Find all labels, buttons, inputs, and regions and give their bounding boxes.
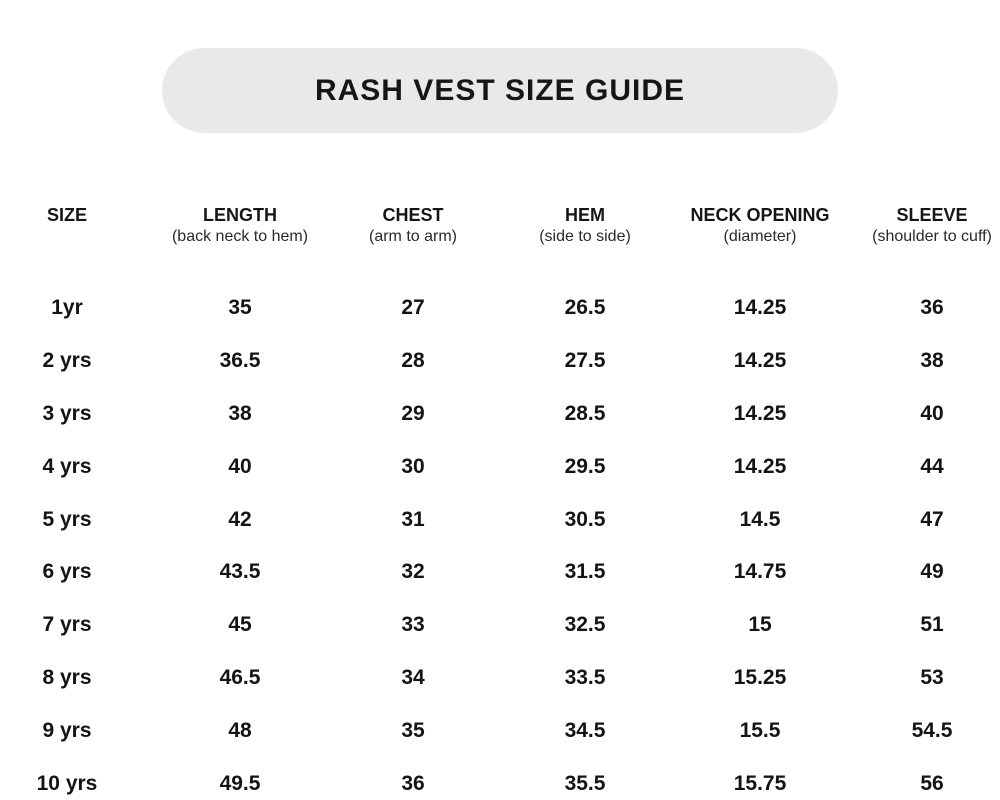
column-header-size [0,204,134,247]
value-cell: 51 [920,613,944,637]
table-row [0,546,1000,599]
size-table [0,204,1000,800]
value-cell: 53 [920,665,944,689]
column-header-hem [480,204,690,247]
value-cell: 47 [920,507,944,531]
table-header-row [0,204,1000,247]
value-cell: 14.25 [733,454,787,478]
table-row [0,757,1000,800]
column-label: CHEST [382,205,444,225]
size-cell: 2 yrs [42,349,92,373]
value-cell: 33.5 [564,665,606,689]
size-cell: 9 yrs [42,718,92,742]
size-cell: 8 yrs [42,665,92,689]
value-cell: 49.5 [219,771,261,795]
value-cell: 36 [401,771,425,795]
size-cell: 10 yrs [36,771,98,795]
column-label: LENGTH [203,205,277,225]
value-cell: 43.5 [219,560,261,584]
table-row [0,440,1000,493]
value-cell: 14.25 [733,349,787,373]
title-pill [162,48,838,133]
value-cell: 40 [920,401,944,425]
value-cell: 27 [401,296,425,320]
column-label: SIZE [46,205,87,225]
table-row [0,493,1000,546]
size-cell: 5 yrs [42,507,92,531]
value-cell: 45 [228,613,252,637]
column-sublabel: (shoulder to cuff) [872,228,992,245]
value-cell: 27.5 [564,349,606,373]
table-row [0,335,1000,388]
column-label: NECK OPENING [690,205,830,225]
value-cell: 44 [920,454,944,478]
table-row [0,282,1000,335]
value-cell: 33 [401,613,425,637]
column-header-chest [346,204,480,247]
size-cell: 6 yrs [42,560,92,584]
value-cell: 36.5 [219,349,261,373]
table-row [0,388,1000,441]
value-cell: 31.5 [564,560,606,584]
column-sublabel: (diameter) [723,228,797,245]
size-cell: 3 yrs [42,401,92,425]
value-cell: 48 [228,718,252,742]
value-cell: 49 [920,560,944,584]
value-cell: 36 [920,296,944,320]
value-cell: 14.5 [739,507,781,531]
table-row [0,704,1000,757]
value-cell: 14.25 [733,401,787,425]
table-body [0,282,1000,800]
value-cell: 38 [228,401,252,425]
value-cell: 34 [401,665,425,689]
value-cell: 34.5 [564,718,606,742]
column-label: SLEEVE [896,205,968,225]
column-header-sleeve [847,204,1000,247]
value-cell: 35 [401,718,425,742]
value-cell: 15.25 [733,665,787,689]
value-cell: 30 [401,454,425,478]
value-cell: 35 [228,296,252,320]
value-cell: 28.5 [564,401,606,425]
size-cell: 4 yrs [42,454,92,478]
value-cell: 46.5 [219,665,261,689]
value-cell: 40 [228,454,252,478]
size-cell: 1yr [51,296,83,320]
table-row [0,599,1000,652]
column-sublabel: (side to side) [539,228,631,245]
value-cell: 15.75 [733,771,787,795]
value-cell: 56 [920,771,944,795]
value-cell: 26.5 [564,296,606,320]
value-cell: 31 [401,507,425,531]
value-cell: 14.75 [733,560,787,584]
value-cell: 15 [748,613,772,637]
value-cell: 29 [401,401,425,425]
value-cell: 54.5 [911,718,953,742]
value-cell: 15.5 [739,718,781,742]
column-header-neck-opening [690,204,830,247]
table-row [0,652,1000,705]
value-cell: 30.5 [564,507,606,531]
page-title: RASH VEST SIZE GUIDE [314,73,686,107]
value-cell: 32.5 [564,613,606,637]
value-cell: 14.25 [733,296,787,320]
value-cell: 42 [228,507,252,531]
value-cell: 35.5 [564,771,606,795]
column-label: HEM [565,205,605,225]
size-cell: 7 yrs [42,613,92,637]
value-cell: 28 [401,349,425,373]
value-cell: 29.5 [564,454,606,478]
column-header-length [134,204,346,247]
value-cell: 32 [401,560,425,584]
column-sublabel: (back neck to hem) [171,228,309,245]
column-sublabel: (arm to arm) [369,228,457,245]
value-cell: 38 [920,349,944,373]
